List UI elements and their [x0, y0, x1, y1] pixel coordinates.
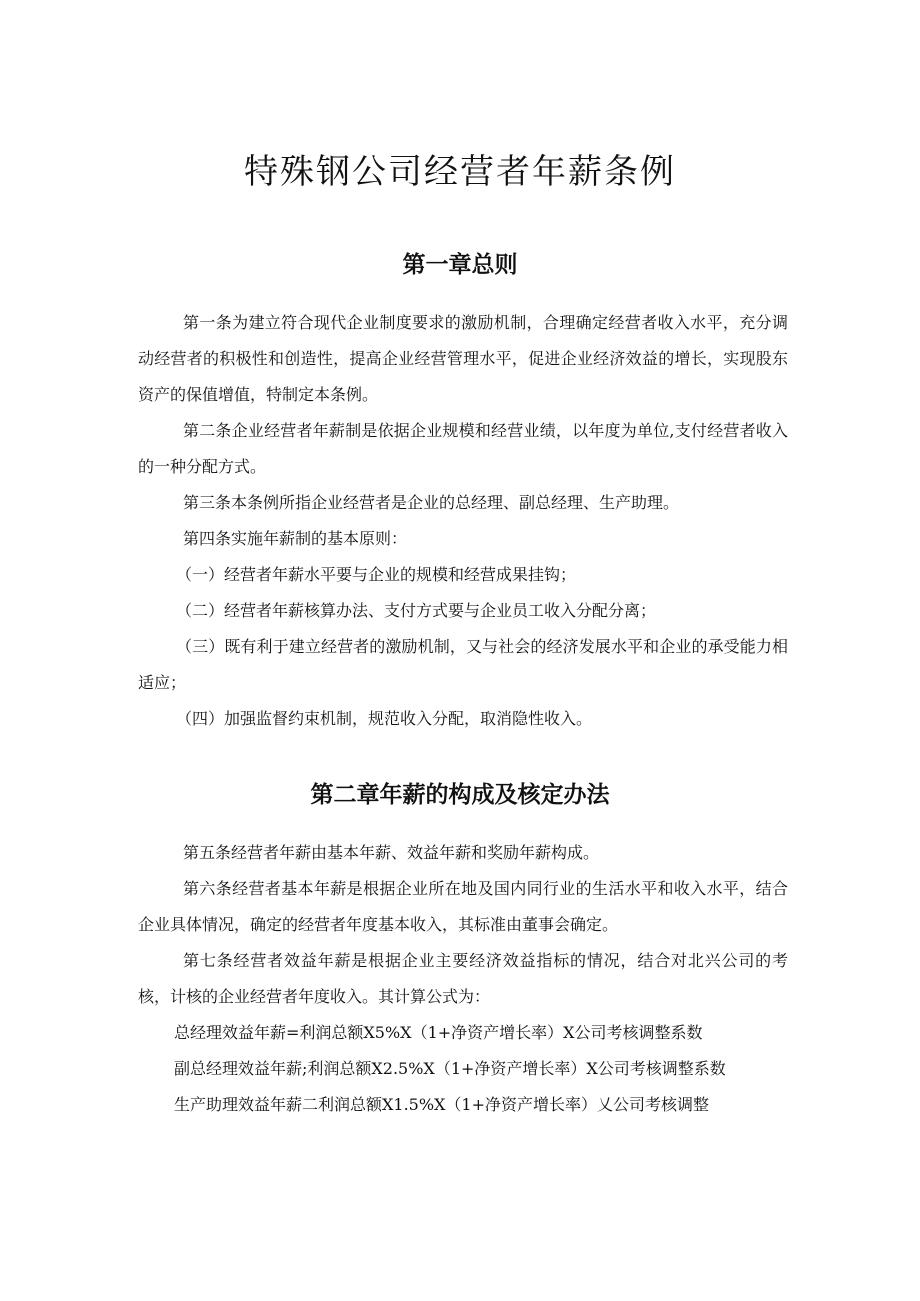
principle-2: （二）经营者年薪核算办法、支付方式要与企业员工收入分配分离；: [176, 601, 657, 620]
article-3: 第三条本条例所指企业经营者是企业的总经理、副总经理、生产助理。: [183, 493, 680, 512]
article-1: 第一条为建立符合现代企业制度要求的激励机制，合理确定经营者收入水平，充分调动经营者的积极性和创造性，提高企业经营管理水平，促进企业经济效益的增长，实现股东资产的保值增值，特制定本条例。: [138, 313, 788, 404]
chapter-1-heading: 第一章总则: [402, 252, 518, 278]
article-5: 第五条经营者年薪由基本年薪、效益年薪和奖励年薪构成。: [183, 843, 600, 862]
article-7: 第七条经营者效益年薪是根据企业主要经济效益指标的情况，结合对北兴公司的考核，计核的企业经营者年度收入。其计算公式为：: [138, 951, 788, 1006]
principle-3: （三）既有利于建立经营者的激励机制，又与社会的经济发展水平和企业的承受能力相适应；: [138, 637, 788, 692]
document-title: 特殊钢公司经营者年薪条例: [244, 152, 676, 192]
formula-general-manager: 总经理效益年薪=利润总额X5%X（1+净资产增长率）X公司考核调整系数: [174, 1023, 703, 1042]
principle-1: （一）经营者年薪水平要与企业的规模和经营成果挂钩；: [176, 565, 577, 584]
formula-production-assistant: 生产助理效益年薪二利润总额X1.5%X（1+净资产增长率）乂公司考核调整: [174, 1095, 710, 1114]
article-6: 第六条经营者基本年薪是根据企业所在地及国内同行业的生活水平和收入水平，结合企业具体情况，确定的经营者年度基本收入，其标准由董事会确定。: [138, 879, 788, 934]
article-4: 第四条实施年薪制的基本原则：: [183, 529, 408, 548]
chapter-2-heading: 第二章年薪的构成及核定办法: [310, 782, 610, 808]
chapter-1-body: [138, 305, 788, 737]
formula-deputy-general-manager: 副总经理效益年薪;利润总额X2.5%X（1+净资产增长率）X公司考核调整系数: [174, 1059, 726, 1078]
chapter-2-body: [138, 835, 788, 1123]
article-2: 第二条企业经营者年薪制是依据企业规模和经营业绩，以年度为单位,支付经营者收入的一种分配方式。: [138, 421, 788, 476]
principle-4: （四）加强监督约束机制，规范收入分配，取消隐性收入。: [176, 709, 593, 728]
